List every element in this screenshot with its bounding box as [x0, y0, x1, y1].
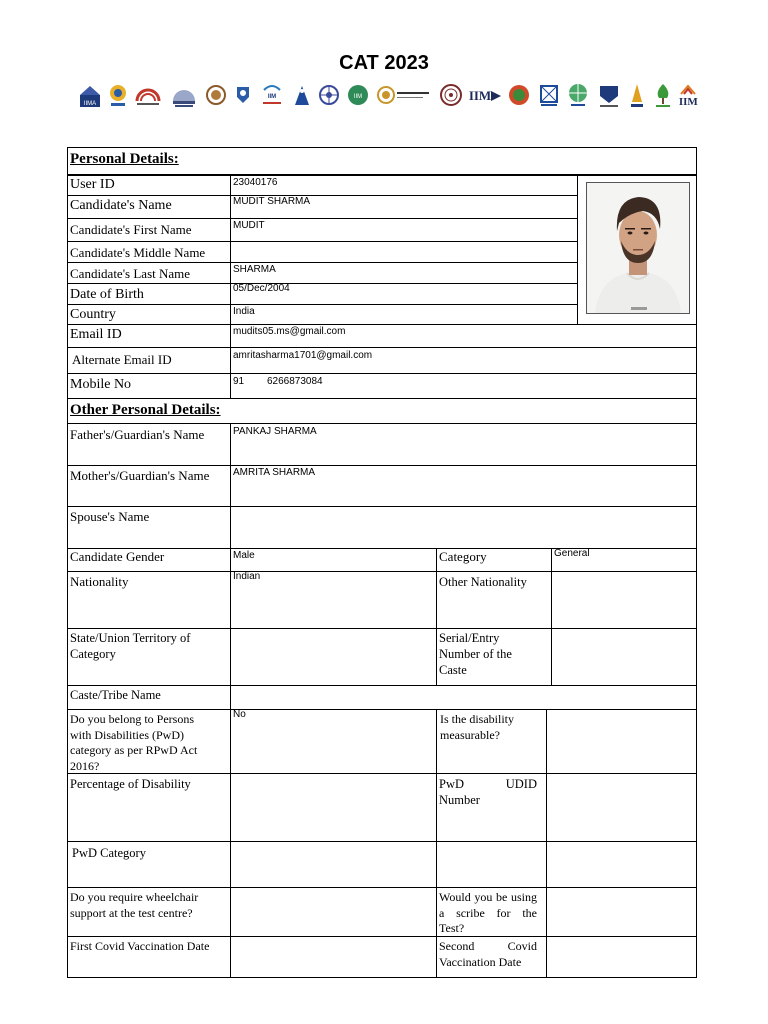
page-title: CAT 2023	[339, 52, 429, 74]
iim-pattern-icon	[538, 81, 560, 111]
dob-value: 05/Dec/2004	[233, 283, 290, 294]
disability-percentage-label: Percentage of Disability	[70, 777, 191, 791]
first-name-value: MUDIT	[233, 220, 265, 231]
alt-email-label: Alternate Email ID	[72, 352, 172, 367]
country-label: Country	[70, 307, 116, 322]
iim-seal-icon	[205, 81, 227, 111]
iim-wheel-icon	[318, 81, 340, 111]
state-category-value	[230, 628, 436, 632]
second-covid-date-value	[546, 937, 697, 941]
nationality-label: Nationality	[70, 574, 129, 589]
alt-email-value: amritasharma1701@gmail.com	[233, 350, 373, 361]
disability-measurable-label: Is the disability measurable?	[440, 712, 514, 742]
pwd-category-value	[230, 842, 436, 846]
svg-text:IIM: IIM	[268, 94, 277, 100]
caste-name-value	[230, 685, 697, 689]
fathers-name-label: Father's/Guardian's Name	[70, 427, 205, 442]
pwd-udid-value	[546, 774, 697, 778]
scribe-value	[546, 888, 697, 892]
spouse-name-value	[230, 507, 697, 511]
iim-green-seal-icon	[346, 81, 370, 111]
caste-name-label: Caste/Tribe Name	[70, 688, 161, 702]
iim-figure-icon	[292, 81, 312, 111]
middle-name-label: Candidate's Middle Name	[70, 245, 206, 260]
first-covid-date-label: First Covid Vaccination Date	[70, 939, 210, 953]
last-name-label: Candidate's Last Name	[70, 266, 191, 281]
iim-emblem-icon	[233, 81, 253, 111]
iim-leaf-seal-icon	[507, 81, 531, 111]
first-name-label: Candidate's First Name	[70, 222, 192, 237]
serial-number-value	[551, 628, 697, 632]
personal-details-heading: Personal Details:	[70, 151, 179, 167]
other-nationality-label: Other Nationality	[439, 575, 527, 589]
iim-globe-icon	[566, 81, 590, 111]
second-covid-date-label: Second Covid Vaccination Date	[439, 939, 537, 969]
pwd-udid-label: PwD UDID Number	[439, 777, 537, 807]
gender-label: Candidate Gender	[70, 549, 165, 564]
application-form	[67, 147, 697, 978]
iim-jammu-icon	[259, 81, 285, 111]
pwd-category-label: PwD Category	[72, 846, 146, 860]
iim-tower-icon	[628, 81, 646, 111]
pwd-value: No	[233, 709, 246, 720]
wheelchair-value	[230, 888, 436, 892]
candidate-photo	[586, 182, 690, 314]
last-name-value: SHARMA	[233, 264, 276, 275]
fathers-name-value: PANKAJ SHARMA	[233, 426, 317, 437]
iim-tree-icon	[653, 81, 673, 111]
mobile-value: 6266873084	[267, 376, 323, 387]
mothers-name-label: Mother's/Guardian's Name	[70, 468, 210, 483]
nationality-value: Indian	[233, 571, 261, 582]
candidate-name-value: MUDIT SHARMA	[233, 196, 311, 207]
serial-number-label: Serial/Entry Number of the Caste	[439, 631, 512, 677]
iim-round-seal-icon	[439, 81, 463, 111]
scribe-label: Would you be using a scribe for the Test?	[439, 890, 537, 935]
other-details-heading: Other Personal Details:	[70, 402, 221, 418]
iim-text-logo-icon: IIM	[469, 81, 501, 111]
middle-name-value	[230, 243, 577, 247]
country-value: India	[233, 306, 255, 317]
gender-value: Male	[233, 550, 255, 561]
iim-badge-icon	[108, 81, 128, 111]
state-category-label: State/Union Territory of Category	[70, 631, 191, 661]
candidate-name-label: Candidate's Name	[70, 198, 172, 213]
iima-logo-icon	[78, 81, 102, 111]
other-nationality-value	[551, 572, 697, 576]
iim-last-logo-icon: IIM	[679, 81, 698, 111]
pwd-category-extra-value	[546, 842, 697, 846]
svg-text:IIM: IIM	[353, 94, 363, 100]
user-id-value: 23040176	[233, 177, 278, 188]
user-id-label: User ID	[70, 177, 115, 192]
pwd-question-label: Do you belong to Persons with Disabilities (PwD) category as per RPwD Act 2016?	[70, 712, 198, 773]
email-value: mudits05.ms@gmail.com	[233, 326, 346, 337]
email-label: Email ID	[70, 327, 122, 342]
mobile-label: Mobile No	[70, 377, 132, 392]
spouse-name-label: Spouse's Name	[70, 509, 150, 524]
iim-dome-icon	[169, 81, 199, 111]
category-value: General	[554, 548, 590, 559]
dob-label: Date of Birth	[70, 287, 144, 302]
category-label: Category	[439, 549, 487, 564]
mobile-country-code: 91	[233, 376, 245, 387]
iim-nagpur-icon	[376, 81, 432, 111]
disability-measurable-value	[546, 710, 697, 714]
iim-arch-icon	[134, 81, 162, 111]
first-covid-date-value	[230, 937, 436, 941]
svg-text:IIMA: IIMA	[83, 101, 97, 107]
institute-logos-strip	[78, 78, 698, 114]
wheelchair-label: Do you require wheelchair support at the test centre?	[70, 890, 199, 920]
mothers-name-value: AMRITA SHARMA	[233, 467, 316, 478]
iim-shield-icon	[596, 81, 622, 111]
disability-percentage-value	[230, 774, 436, 778]
